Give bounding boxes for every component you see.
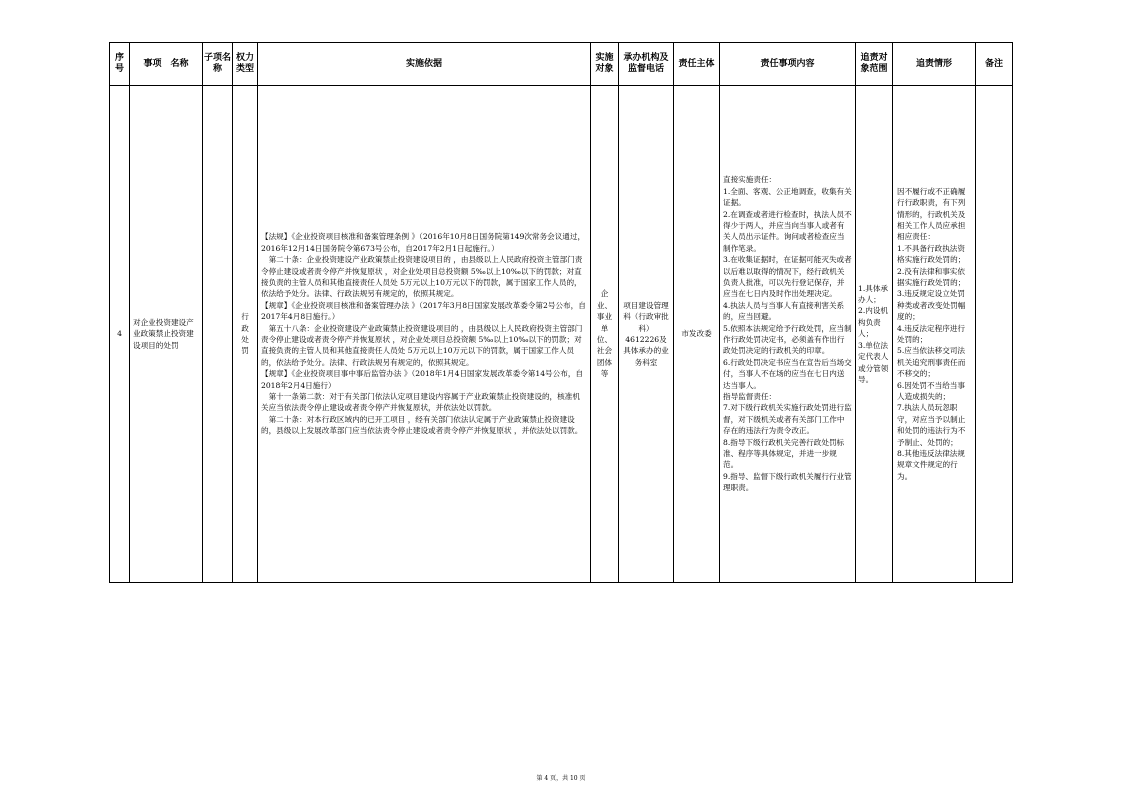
header-item-name: 事项 名称 — [130, 43, 203, 86]
resp-line: 5.依照本法规定给予行政处罚，应当制作行政处罚决定书，必须盖有作出行政处罚决定的行政机关的印章。 — [723, 323, 852, 356]
situation-line: 2.没有法律和事实依据实施行政处罚的； — [897, 266, 966, 287]
basis-line: 【规章】《企业投资项目事中事后监管办法 》（2018年1月4日国家发展改革委令第14号公布，自2018年2月4日施行） — [261, 369, 584, 390]
resp-line: 指导监督责任： — [723, 392, 777, 402]
header-situation: 追责情形 — [893, 43, 976, 86]
cell-basis — [258, 86, 591, 583]
cell-remark — [976, 86, 1013, 583]
basis-line: 【规章】《企业投资项目核准和备案管理办法 》（2017年3月8日国家发展改革委令第2号公布，自2017年4月8日施行。） — [261, 300, 586, 322]
cell-power-type: 行政处罚 — [233, 86, 258, 583]
resp-line: 2.在调查或者进行检查时，执法人员不得少于两人，并应当向当事人或者有关人员出示证件。询问或者检查应当制作笔录。 — [723, 209, 852, 253]
basis-line: 第二十条：对本行政区域内的已开工项目 ，经有关部门依法认定属于产业政策禁止投资建设的，县级以上发展改革部门应当依法责令停止建设或者责令停产并恢复原状 ，并依法处以罚款。 — [261, 414, 583, 436]
situation-line: 3.违反规定设立处罚种类或者改变处罚幅度的； — [897, 289, 966, 322]
header-subject: 责任主体 — [674, 43, 720, 86]
cell-seq: 4 — [110, 86, 130, 583]
scope-line: 3.单位法定代表人或分管领导。 — [858, 340, 889, 384]
resp-line: 7.对下级行政机关实施行政处罚进行监督，对下级机关或者有关部门工作中存在的违法行为责令改正。 — [723, 403, 852, 436]
scope-line: 1.具体承办人； — [858, 283, 889, 305]
resp-line: 3.在收集证据时，在证据可能灭失或者以后难以取得的情况下，经行政机关负责人批准，可以先行登记保存，并应当在七日内及时作出处理决定。 — [723, 255, 852, 299]
header-remark: 备注 — [976, 43, 1013, 86]
power-list-table — [109, 42, 1013, 583]
cell-subject: 市发改委 — [674, 86, 720, 583]
scope-line: 2.内设机构负责人； — [858, 306, 889, 339]
resp-line: 直接实施责任： — [723, 175, 777, 185]
cell-agency: 项目建设管理科（行政审批科）4612226及具体承办的业务科室 — [619, 86, 674, 583]
header-basis: 实施依据 — [258, 43, 591, 86]
cell-scope — [856, 86, 893, 583]
cell-responsibility — [720, 86, 856, 583]
situation-line: 4.违反法定程序进行处罚的； — [897, 323, 965, 344]
header-row — [110, 43, 1013, 86]
situation-line: 5.应当依法移交司法机关追究刑事责任而不移交的； — [897, 346, 966, 379]
resp-line: 6.行政处罚决定书应当在宣告后当场交付，当事人不在场的应当在七日内送达当事人。 — [723, 357, 852, 390]
basis-line: 第二十条：企业投资建设产业政策禁止投资建设项目的 ，由县级以上人民政府投资主管部门责令停止建设或者责令停产并恢复原状 ，对企业处项目总投资额 5‰以上10‰以下的罚款；对直接负责的主管人员和其他直接责任人员处 5万元以上10万元以下的罚款，属于国家工作人员的，依法给予处分。法律、行政法规另有规定的，依照其规定。 — [261, 255, 583, 299]
header-power-type: 权力类型 — [233, 43, 258, 86]
cell-situation — [893, 86, 976, 583]
basis-line: 第十一条第二款：对于有关部门依法认定项目建设内容属于产业政策禁止投资建设的，核准机关应当依法责令停止建设或者责令停产并恢复原状，并依法处以罚款。 — [261, 392, 580, 413]
resp-line: 1.全面、客观、公正地调查，收集有关证据。 — [723, 186, 852, 208]
basis-line: 【法规】《企业投资项目核准和备案管理条例 》（2016年10月8日国务院第149次常务会议通过，2016年12月14日国务院令第673号公布，自2017年2月1日起施行。） — [261, 232, 586, 253]
header-agency: 承办机构及监督电话 — [619, 43, 674, 86]
resp-line: 4.执法人员与当事人有直接利害关系的，应当回避。 — [723, 300, 845, 322]
cell-target: 企业、事业单位、社会团体等 — [591, 86, 619, 583]
header-seq: 序号 — [110, 43, 130, 86]
header-target: 实施对象 — [591, 43, 619, 86]
resp-line: 9.指导、监督下级行政机关履行行业管理职责。 — [723, 471, 852, 493]
situation-line: 因不履行或不正确履行行政职责，有下列情形的，行政机关及相关工作人员应承担相应责任： — [897, 186, 966, 242]
situation-line: 7.执法人员玩忽职守，对应当予以制止和处罚的违法行为不予制止、处罚的； — [897, 403, 966, 447]
header-sub-item: 子项名称 — [203, 43, 233, 86]
cell-item-name: 对企业投资建设产业政策禁止投资建设项目的处罚 — [130, 86, 203, 583]
header-scope: 追责对象范围 — [856, 43, 893, 86]
cell-sub-item — [203, 86, 233, 583]
page-number: 第 4 页，共 10 页 — [536, 775, 586, 782]
situation-line: 6.因处罚不当给当事人造成损失的； — [897, 380, 965, 402]
header-responsibility: 责任事项内容 — [720, 43, 856, 86]
resp-line: 8.指导下级行政机关完善行政处罚标准、程序等具体规定，并进一步规范。 — [723, 437, 845, 470]
basis-line: 第五十八条：企业投资建设产业政策禁止投资建设项目的 ，由县级以上人民政府投资主管部门责令停止建设或者责令停产并恢复原状 ，对企业处项目总投资额 5‰以上10‰以下的罚款；对直接负责的主管人员和其他直接责任人员处 5万元以上10万元以下的罚款，属于国家工作人员的，依法给予处分。法律、行政法规另有规定的，依照其规定。 — [261, 323, 583, 367]
situation-line: 1.不具备行政执法资格实施行政处罚的； — [897, 243, 966, 265]
table-row — [110, 86, 1013, 583]
situation-line: 8.其他违反法律法规规章文件规定的行为。 — [897, 449, 965, 481]
